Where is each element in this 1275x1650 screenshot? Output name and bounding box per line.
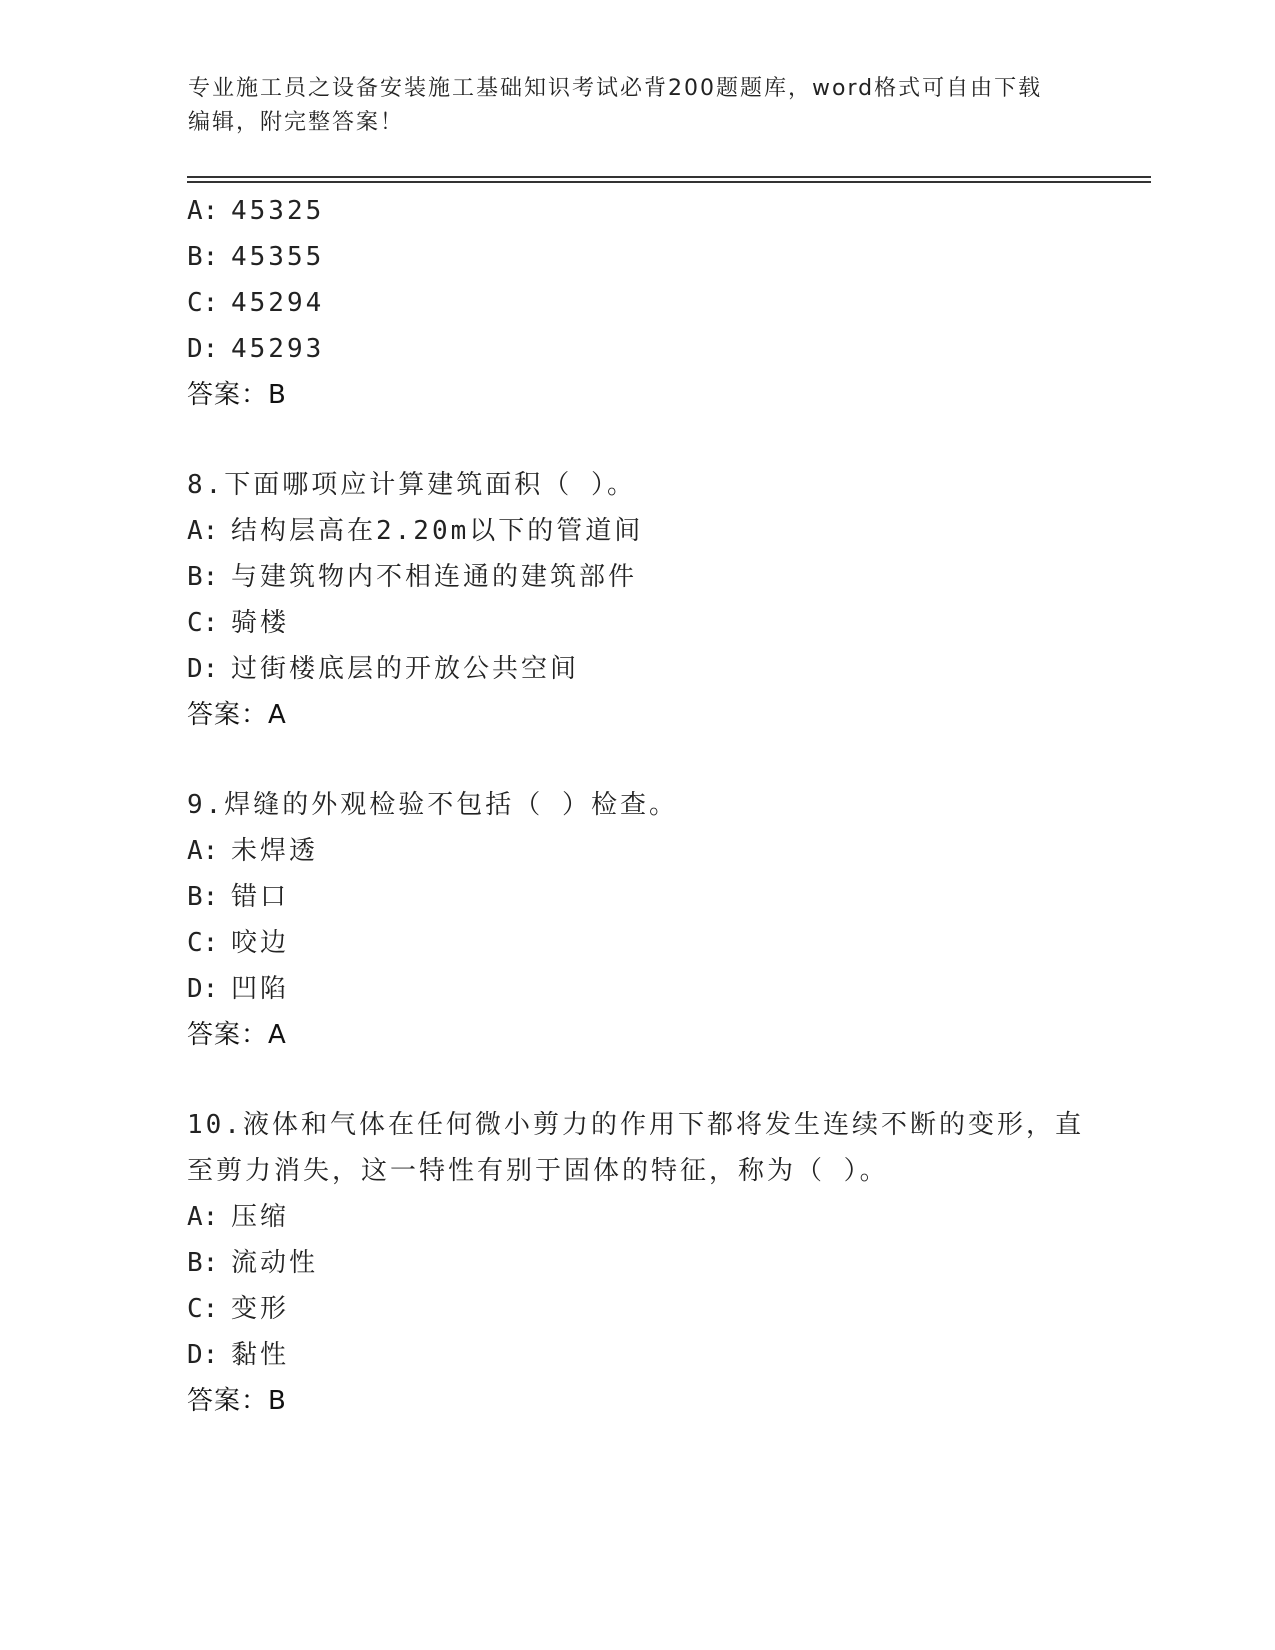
question-list: [187, 188, 1107, 1424]
option-c: [187, 600, 1107, 646]
option-d: [187, 646, 1107, 692]
spacer: [187, 418, 1107, 462]
answer: 答案：B: [187, 1386, 287, 1416]
question-text: 9.焊缝的外观检验不包括（ ）检查。: [187, 790, 678, 820]
option-label: B:: [187, 562, 219, 592]
option-label: B:: [187, 882, 219, 912]
option-text: 45294: [231, 288, 325, 318]
option-text: 咬边: [231, 928, 290, 958]
answer: 答案：B: [187, 380, 287, 410]
option-c: [187, 920, 1107, 966]
answer: 答案：A: [187, 1020, 287, 1050]
header-title-line-2: 编辑，附完整答案！: [188, 110, 405, 135]
option-label: A:: [187, 196, 219, 226]
option-text: 45325: [231, 196, 325, 226]
option-text: 变形: [231, 1294, 290, 1324]
question-7: [187, 188, 1107, 418]
option-d: [187, 966, 1107, 1012]
option-text: 骑楼: [231, 608, 290, 638]
spacer: [187, 1058, 1107, 1102]
option-a: [187, 828, 1107, 874]
option-text: 黏性: [231, 1340, 290, 1370]
question-text: 8.下面哪项应计算建筑面积（ ）。: [187, 470, 636, 500]
option-text: 45293: [231, 334, 325, 364]
option-label: B:: [187, 242, 219, 272]
option-text: 错口: [231, 882, 290, 912]
option-label: C:: [187, 288, 219, 318]
option-text: 压缩: [231, 1202, 290, 1232]
question-8: [187, 462, 1107, 738]
option-d: [187, 326, 1107, 372]
header-divider-top: [187, 176, 1151, 178]
option-text: 未焊透: [231, 836, 319, 866]
option-label: A:: [187, 836, 219, 866]
question-10: [187, 1102, 1107, 1424]
document-header: [188, 72, 1088, 140]
option-b: [187, 874, 1107, 920]
answer: 答案：A: [187, 700, 287, 730]
header-divider-bottom: [187, 181, 1151, 183]
question-text-line-1: 10.液体和气体在任何微小剪力的作用下都将发生连续不断的变形，直: [187, 1110, 1084, 1140]
option-label: A:: [187, 516, 219, 546]
option-b: [187, 234, 1107, 280]
option-label: D:: [187, 974, 219, 1004]
option-label: C:: [187, 1294, 219, 1324]
option-text: 流动性: [231, 1248, 319, 1278]
question-text-line-2: 至剪力消失，这一特性有别于固体的特征，称为（ ）。: [187, 1156, 889, 1186]
option-text: 45355: [231, 242, 325, 272]
option-a: [187, 1194, 1107, 1240]
option-label: A:: [187, 1202, 219, 1232]
option-a: [187, 188, 1107, 234]
option-label: C:: [187, 608, 219, 638]
option-d: [187, 1332, 1107, 1378]
option-label: C:: [187, 928, 219, 958]
option-label: D:: [187, 654, 219, 684]
option-text: 与建筑物内不相连通的建筑部件: [231, 562, 638, 592]
option-label: D:: [187, 334, 219, 364]
spacer: [187, 738, 1107, 782]
option-text: 结构层高在2.20m以下的管道间: [231, 516, 644, 546]
option-b: [187, 1240, 1107, 1286]
option-c: [187, 280, 1107, 326]
option-label: B:: [187, 1248, 219, 1278]
option-label: D:: [187, 1340, 219, 1370]
option-text: 过街楼底层的开放公共空间: [231, 654, 580, 684]
option-b: [187, 554, 1107, 600]
header-title-line-1: 专业施工员之设备安装施工基础知识考试必背200题题库，word格式可自由下载: [188, 76, 1043, 101]
question-9: [187, 782, 1107, 1058]
option-a: [187, 508, 1107, 554]
option-c: [187, 1286, 1107, 1332]
option-text: 凹陷: [231, 974, 290, 1004]
